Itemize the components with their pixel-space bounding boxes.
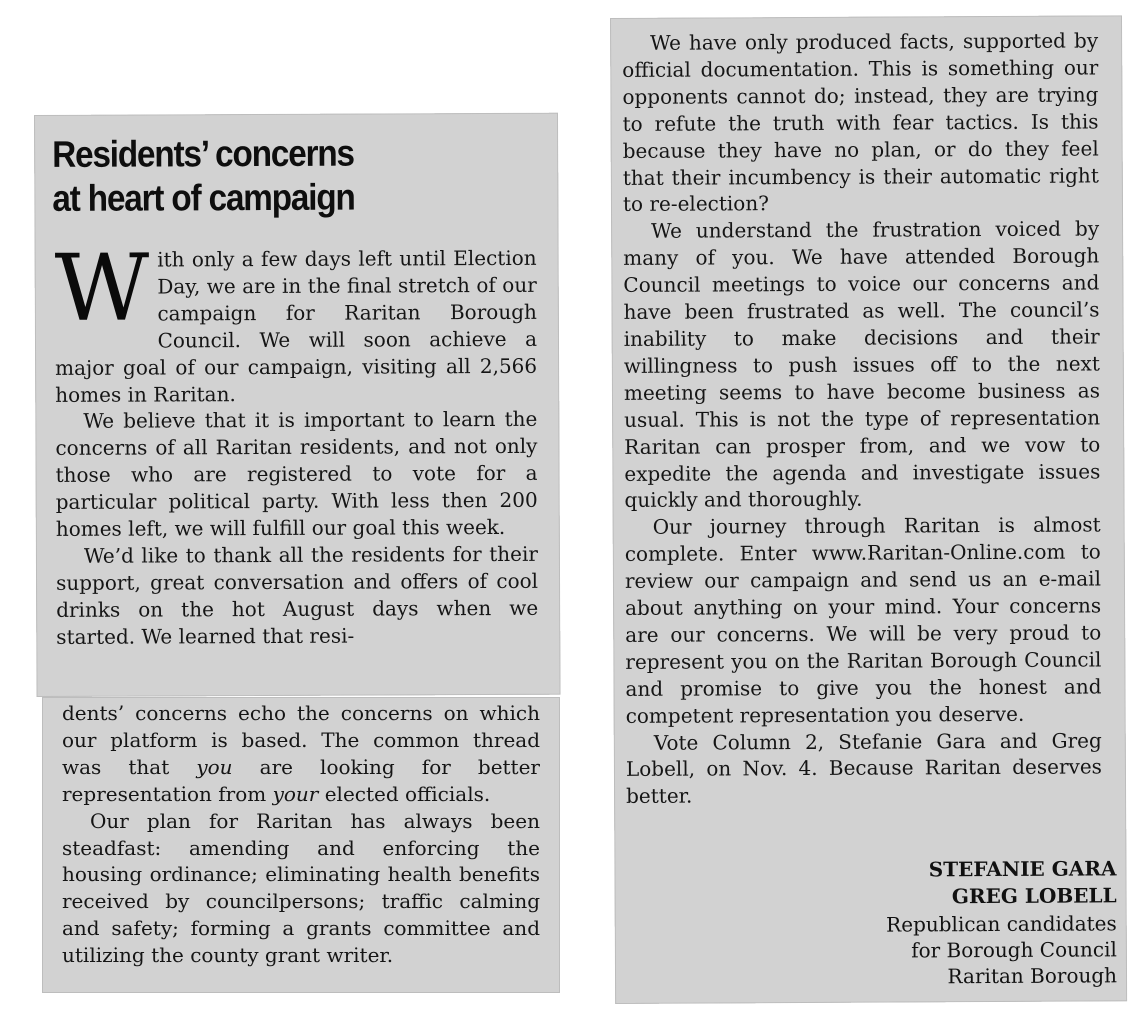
clipping-left-upper	[34, 113, 561, 697]
signature-name-1: STEFANIE GARA	[928, 856, 1117, 882]
article-body-right	[622, 27, 1102, 810]
article-body-left-upper	[54, 234, 539, 651]
paragraph-2: We believe that it is important to learn the concerns of all Raritan residents, and not only those who are registered to vote for a particular political party. With less then 200 homes left, we will fulfill our goal this week.	[55, 407, 538, 541]
clipping-right	[610, 15, 1127, 1004]
signature-role-line-1: Republican candidates	[886, 911, 1117, 937]
emphasis-you: you	[196, 754, 233, 779]
paragraph-4: Our plan for Raritan has always been steadfast: amending and enforcing the housing ordinance; eliminating health benefits received by councilpersons; traffic calming and safety; forming a grants committee and utilizing the county grant writer.	[62, 808, 540, 968]
clipping-left-lower	[42, 697, 560, 993]
paragraph-5: We have only produced facts, supported by official documentation. This is something our opponents cannot do; instead, they are trying to refute the truth with fear tactics. Is this because they have no plan, or do they feel that their incumbency is their automatic right to re-election?	[622, 28, 1099, 217]
headline-line-1: Residents’ concerns	[52, 132, 354, 175]
headline-line-2: at heart of campaign	[52, 176, 355, 219]
signature-name-2: GREG LOBELL	[951, 883, 1117, 909]
signature-role-line-2: for Borough Council	[911, 937, 1117, 963]
drop-cap: W	[54, 234, 150, 342]
article-body-left-lower	[62, 700, 540, 969]
paragraph-8: Vote Column 2, Stefanie Gara and Greg Lobell, on Nov. 4. Because Raritan deserves better.	[625, 727, 1102, 809]
emphasis-your: your	[272, 781, 319, 806]
paragraph-3-start: We’d like to thank all the residents for their support, great conversation and offers of cool drinks on the hot August days when we started. We learned that resi-	[55, 541, 539, 649]
headline	[52, 131, 448, 221]
paragraph-7: Our journey through Raritan is almost complete. Enter www.Raritan-Online.com to review our campaign and send us an e-mail about anything on your mind. Your concerns are our concerns. We will be very proud to represent you on the Raritan Borough Council and promise to give you the honest and competent representation you deserve.	[624, 512, 1102, 728]
paragraph-3-continued: dents’ concerns echo the concerns on which our platform is based. The common thread was that you are looking for better representation from your elected officials.	[62, 701, 540, 806]
signature-role-line-3: Raritan Borough	[947, 963, 1118, 989]
paragraph-1: With only a few days left until Election Day, we are in the final stretch of our campaign for Raritan Borough Council. We will soon achieve a major goal of our campaign, visiting all 2,566 homes in Raritan.	[54, 234, 538, 407]
paragraph-6: We understand the frustration voiced by many of you. We have attended Borough Council meetings to voice our concerns and have been frustrated as well. The council’s inability to make decisions and their willingness to push issues off to the next meeting seems to have become business as usual. This is not the type of representation Raritan can prosper from, and we vow to expedite the agenda and investigate issues quickly and thoroughly.	[623, 216, 1101, 513]
